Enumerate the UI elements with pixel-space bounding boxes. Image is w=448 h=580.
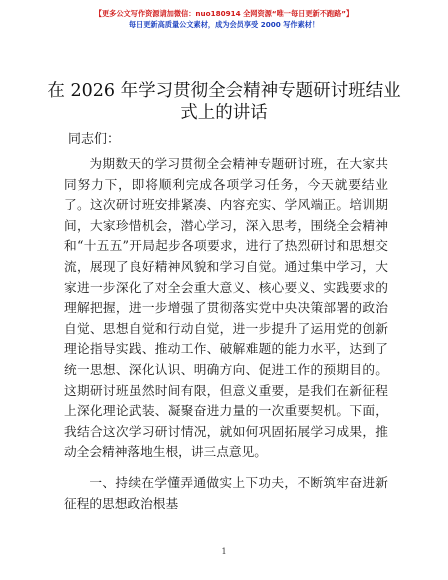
page-number: 1 <box>221 547 227 556</box>
promo-banner-line-1: 【更多公文写作资源请加微信：nuo180914 全网资源“唯一每日更新不跑路”】 <box>94 9 354 18</box>
document-body <box>64 154 388 463</box>
document-title: 在 2026 年学习贯彻全会精神专题研讨班结业式上的讲话 <box>47 81 401 123</box>
promo-banner <box>0 8 448 30</box>
salutation: 同志们： <box>68 132 121 147</box>
body-paragraph: 为期数天的学习贯彻全会精神专题研讨班，在大家共同努力下，即将顺利完成各项学习任务，今天就要结业了。这次研讨班安排紧凑、内容充实、学风端正。培训期间，大家珍惜机会，潜心学习，深入思考，围绕全会精神和“十五五”开局起步各项要求，进行了热烈研讨和思想交流，展现了良好精神风貌和学习自觉。通过集中学习，大家进一步深化了对全会重大意义、核心要义、实践要求的理解把握，进一步增强了贯彻落实党中央决策部署的政治自觉、思想自觉和行动自觉，进一步提升了运用党的创新理论指导实践、推动工作、破解难题的能力水平，达到了统一思想、深化认识、明确方向、促进工作的预期目的。这期研讨班虽然时间有限，但意义重要，是我们在新征程上深化理论武装、凝聚奋进力量的一次重要契机。下面，我结合这次学习研讨情况，就如何巩固拓展学习成果，推动全会精神落地生根，讲三点意见。 <box>64 156 388 460</box>
promo-banner-line-2: 每日更新高质量公文素材，成为会员享受 2000 写作素材！ <box>128 20 320 29</box>
section-heading: 一、持续在学懂弄通做实上下功夫，不断筑牢奋进新征程的思想政治根基 <box>64 475 388 511</box>
